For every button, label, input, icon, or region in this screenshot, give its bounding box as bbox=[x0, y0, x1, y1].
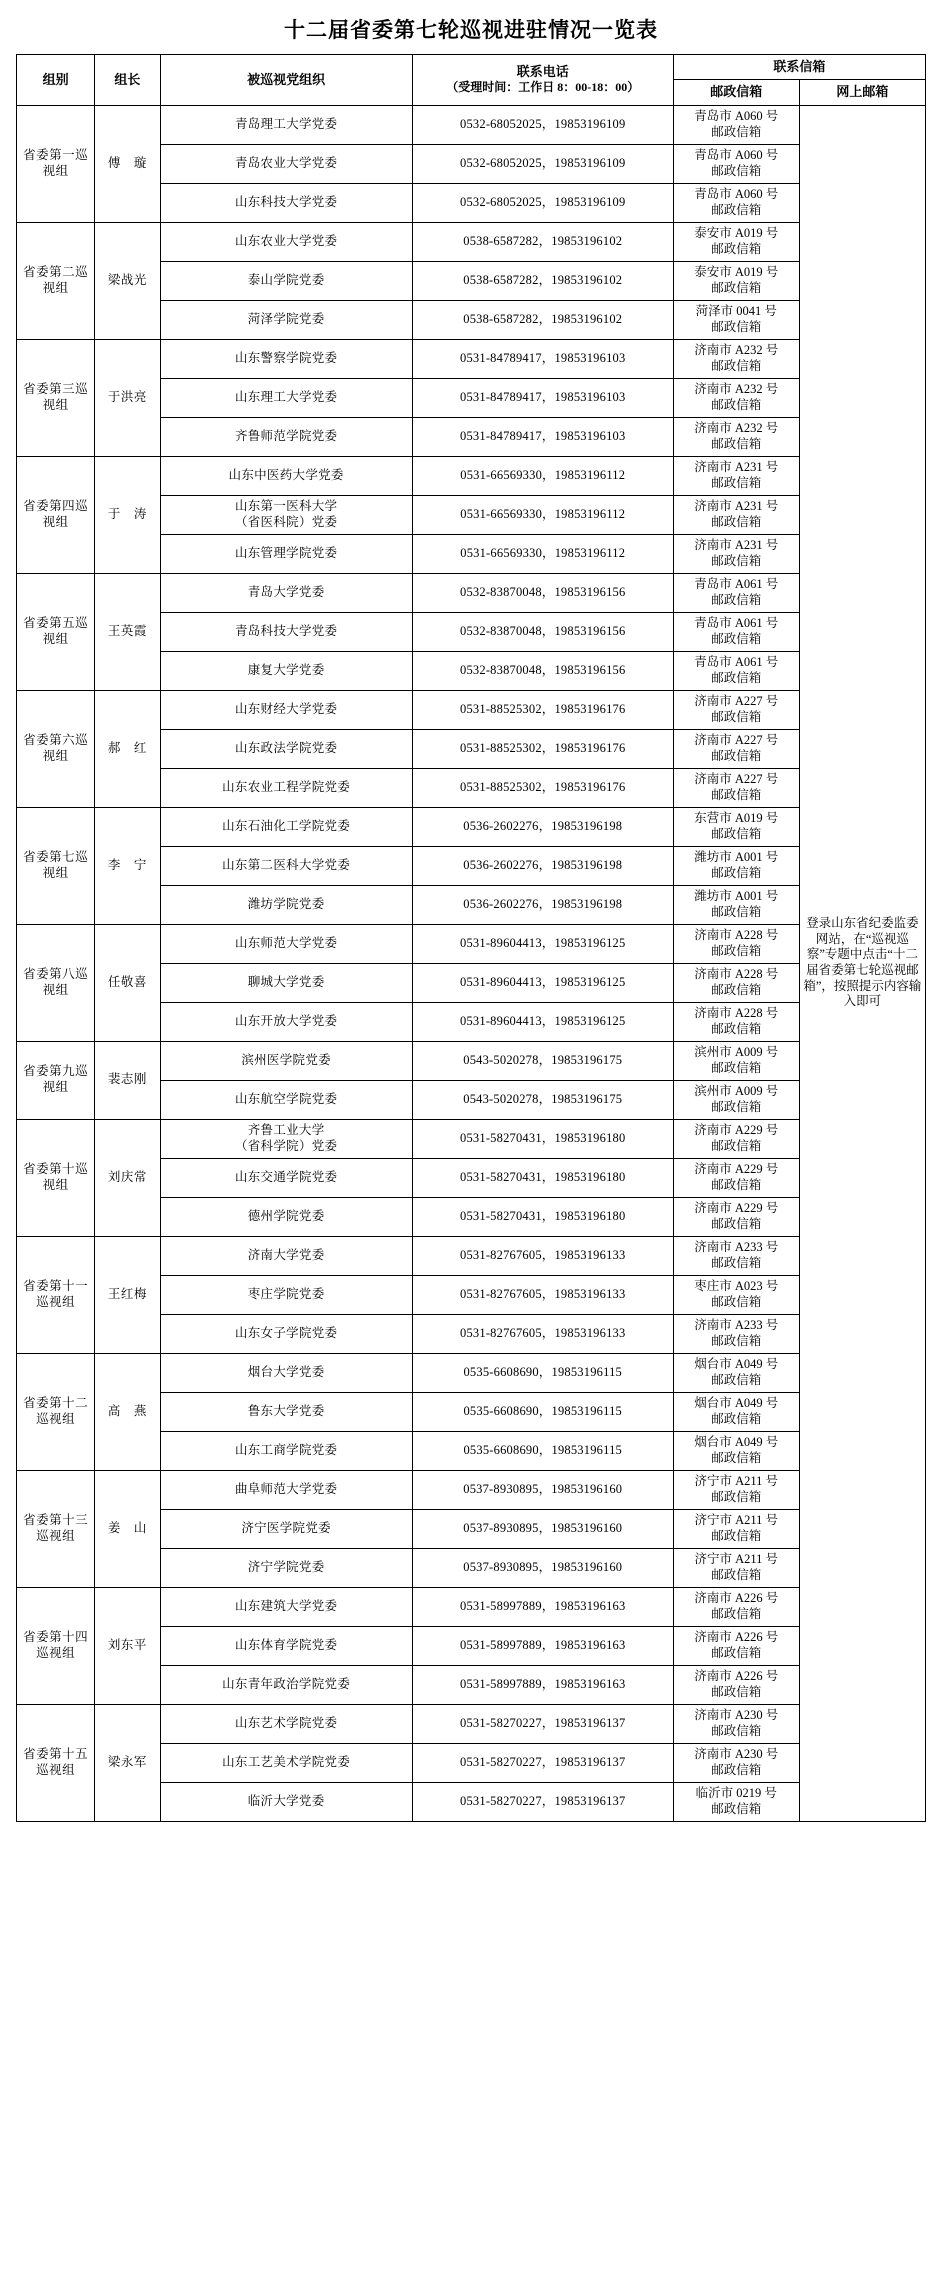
contact-phone-cell: 0532-83870048，19853196156 bbox=[412, 612, 673, 651]
organization-cell: 德州学院党委 bbox=[160, 1197, 412, 1236]
table-row bbox=[17, 456, 926, 495]
organization-cell: 山东政法学院党委 bbox=[160, 729, 412, 768]
contact-phone-cell: 0538-6587282，19853196102 bbox=[412, 222, 673, 261]
group-leader-cell: 梁战光 bbox=[95, 222, 160, 339]
postal-mailbox-cell: 烟台市 A049 号 邮政信箱 bbox=[673, 1431, 799, 1470]
postal-mailbox-cell: 济南市 A228 号 邮政信箱 bbox=[673, 963, 799, 1002]
group-leader-cell: 王英霞 bbox=[95, 573, 160, 690]
table-row bbox=[17, 339, 926, 378]
column-header-group: 组别 bbox=[17, 55, 95, 106]
organization-cell: 山东工商学院党委 bbox=[160, 1431, 412, 1470]
group-name-cell: 省委第十五巡视组 bbox=[17, 1704, 95, 1821]
group-name-cell: 省委第五巡视组 bbox=[17, 573, 95, 690]
organization-cell: 青岛大学党委 bbox=[160, 573, 412, 612]
group-leader-cell: 任敬喜 bbox=[95, 924, 160, 1041]
organization-cell: 泰山学院党委 bbox=[160, 261, 412, 300]
organization-cell: 齐鲁师范学院党委 bbox=[160, 417, 412, 456]
contact-phone-cell: 0531-58997889，19853196163 bbox=[412, 1626, 673, 1665]
postal-mailbox-cell: 济南市 A231 号 邮政信箱 bbox=[673, 534, 799, 573]
organization-cell: 青岛农业大学党委 bbox=[160, 144, 412, 183]
contact-phone-cell: 0531-58270431，19853196180 bbox=[412, 1197, 673, 1236]
table-body bbox=[17, 105, 926, 1821]
organization-cell: 青岛理工大学党委 bbox=[160, 105, 412, 144]
postal-mailbox-cell: 济南市 A229 号 邮政信箱 bbox=[673, 1119, 799, 1158]
postal-mailbox-cell: 济南市 A229 号 邮政信箱 bbox=[673, 1158, 799, 1197]
table-header-row bbox=[17, 55, 926, 80]
contact-phone-cell: 0532-83870048，19853196156 bbox=[412, 573, 673, 612]
postal-mailbox-cell: 济南市 A228 号 邮政信箱 bbox=[673, 924, 799, 963]
contact-phone-cell: 0535-6608690，19853196115 bbox=[412, 1392, 673, 1431]
contact-phone-cell: 0543-5020278，19853196175 bbox=[412, 1041, 673, 1080]
organization-cell: 济宁学院党委 bbox=[160, 1548, 412, 1587]
page-title: 十二届省委第七轮巡视进驻情况一览表 bbox=[284, 18, 658, 42]
contact-phone-cell: 0531-58997889，19853196163 bbox=[412, 1665, 673, 1704]
contact-phone-cell: 0531-82767605，19853196133 bbox=[412, 1236, 673, 1275]
contact-phone-cell: 0531-58270227，19853196137 bbox=[412, 1782, 673, 1821]
organization-cell: 曲阜师范大学党委 bbox=[160, 1470, 412, 1509]
table-row bbox=[17, 1119, 926, 1158]
postal-mailbox-cell: 济南市 A233 号 邮政信箱 bbox=[673, 1236, 799, 1275]
table-row bbox=[17, 105, 926, 144]
table-row bbox=[17, 1587, 926, 1626]
postal-mailbox-cell: 济南市 A227 号 邮政信箱 bbox=[673, 729, 799, 768]
organization-cell: 山东财经大学党委 bbox=[160, 690, 412, 729]
contact-phone-cell: 0536-2602276，19853196198 bbox=[412, 885, 673, 924]
postal-mailbox-cell: 济南市 A230 号 邮政信箱 bbox=[673, 1743, 799, 1782]
organization-cell: 滨州医学院党委 bbox=[160, 1041, 412, 1080]
column-header-mail: 联系信箱 bbox=[673, 55, 925, 80]
column-header-phone-label: 联系电话 bbox=[516, 64, 569, 80]
organization-cell: 山东交通学院党委 bbox=[160, 1158, 412, 1197]
organization-cell: 青岛科技大学党委 bbox=[160, 612, 412, 651]
table-row bbox=[17, 1704, 926, 1743]
contact-phone-cell: 0531-89604413，19853196125 bbox=[412, 963, 673, 1002]
contact-phone-cell: 0531-84789417，19853196103 bbox=[412, 339, 673, 378]
column-header-phone bbox=[412, 55, 673, 106]
table-row bbox=[17, 1041, 926, 1080]
group-name-cell: 省委第七巡视组 bbox=[17, 807, 95, 924]
postal-mailbox-cell: 东营市 A019 号 邮政信箱 bbox=[673, 807, 799, 846]
organization-cell: 山东航空学院党委 bbox=[160, 1080, 412, 1119]
organization-cell: 聊城大学党委 bbox=[160, 963, 412, 1002]
postal-mailbox-cell: 济南市 A231 号 邮政信箱 bbox=[673, 456, 799, 495]
postal-mailbox-cell: 济宁市 A211 号 邮政信箱 bbox=[673, 1548, 799, 1587]
postal-mailbox-cell: 青岛市 A061 号 邮政信箱 bbox=[673, 612, 799, 651]
organization-cell: 济宁医学院党委 bbox=[160, 1509, 412, 1548]
postal-mailbox-cell: 临沂市 0219 号 邮政信箱 bbox=[673, 1782, 799, 1821]
postal-mailbox-cell: 济南市 A226 号 邮政信箱 bbox=[673, 1587, 799, 1626]
postal-mailbox-cell: 济南市 A232 号 邮政信箱 bbox=[673, 417, 799, 456]
web-mailbox-note-cell: 登录山东省纪委监委网站，在“巡视巡察”专题中点击“十二届省委第七轮巡视邮箱”，按照提示内容输入即可 bbox=[799, 105, 925, 1821]
group-name-cell: 省委第十四巡视组 bbox=[17, 1587, 95, 1704]
group-leader-cell: 姜 山 bbox=[95, 1470, 160, 1587]
column-header-leader: 组长 bbox=[95, 55, 160, 106]
table-row bbox=[17, 1236, 926, 1275]
postal-mailbox-cell: 青岛市 A061 号 邮政信箱 bbox=[673, 573, 799, 612]
postal-mailbox-cell: 泰安市 A019 号 邮政信箱 bbox=[673, 261, 799, 300]
organization-cell: 山东体育学院党委 bbox=[160, 1626, 412, 1665]
postal-mailbox-cell: 济南市 A227 号 邮政信箱 bbox=[673, 768, 799, 807]
group-name-cell: 省委第二巡视组 bbox=[17, 222, 95, 339]
organization-cell: 济南大学党委 bbox=[160, 1236, 412, 1275]
postal-mailbox-cell: 济南市 A230 号 邮政信箱 bbox=[673, 1704, 799, 1743]
group-leader-cell: 于 涛 bbox=[95, 456, 160, 573]
organization-cell: 山东女子学院党委 bbox=[160, 1314, 412, 1353]
contact-phone-cell: 0531-58270227，19853196137 bbox=[412, 1743, 673, 1782]
group-leader-cell: 于洪亮 bbox=[95, 339, 160, 456]
contact-phone-cell: 0532-68052025，19853196109 bbox=[412, 144, 673, 183]
postal-mailbox-cell: 烟台市 A049 号 邮政信箱 bbox=[673, 1392, 799, 1431]
inspection-table bbox=[16, 54, 926, 1822]
postal-mailbox-cell: 济宁市 A211 号 邮政信箱 bbox=[673, 1470, 799, 1509]
postal-mailbox-cell: 济南市 A233 号 邮政信箱 bbox=[673, 1314, 799, 1353]
organization-cell: 山东师范大学党委 bbox=[160, 924, 412, 963]
contact-phone-cell: 0535-6608690，19853196115 bbox=[412, 1431, 673, 1470]
group-leader-cell: 梁永军 bbox=[95, 1704, 160, 1821]
organization-cell: 菏泽学院党委 bbox=[160, 300, 412, 339]
table-row bbox=[17, 807, 926, 846]
contact-phone-cell: 0531-66569330，19853196112 bbox=[412, 456, 673, 495]
organization-cell: 潍坊学院党委 bbox=[160, 885, 412, 924]
organization-cell: 山东第一医科大学 （省医科院）党委 bbox=[160, 495, 412, 534]
contact-phone-cell: 0532-68052025，19853196109 bbox=[412, 105, 673, 144]
table-header bbox=[17, 55, 926, 106]
column-header-web-mailbox: 网上邮箱 bbox=[799, 80, 925, 105]
organization-cell: 烟台大学党委 bbox=[160, 1353, 412, 1392]
postal-mailbox-cell: 济南市 A226 号 邮政信箱 bbox=[673, 1665, 799, 1704]
group-leader-cell: 傅 璇 bbox=[95, 105, 160, 222]
contact-phone-cell: 0531-58270227，19853196137 bbox=[412, 1704, 673, 1743]
organization-cell: 山东农业工程学院党委 bbox=[160, 768, 412, 807]
contact-phone-cell: 0531-58997889，19853196163 bbox=[412, 1587, 673, 1626]
group-leader-cell: 高 燕 bbox=[95, 1353, 160, 1470]
postal-mailbox-cell: 潍坊市 A001 号 邮政信箱 bbox=[673, 846, 799, 885]
postal-mailbox-cell: 济南市 A232 号 邮政信箱 bbox=[673, 339, 799, 378]
postal-mailbox-cell: 济南市 A231 号 邮政信箱 bbox=[673, 495, 799, 534]
table-row bbox=[17, 222, 926, 261]
organization-cell: 山东石油化工学院党委 bbox=[160, 807, 412, 846]
postal-mailbox-cell: 青岛市 A060 号 邮政信箱 bbox=[673, 144, 799, 183]
contact-phone-cell: 0535-6608690，19853196115 bbox=[412, 1353, 673, 1392]
organization-cell: 山东理工大学党委 bbox=[160, 378, 412, 417]
column-header-organization: 被巡视党组织 bbox=[160, 55, 412, 106]
postal-mailbox-cell: 济宁市 A211 号 邮政信箱 bbox=[673, 1509, 799, 1548]
contact-phone-cell: 0531-88525302，19853196176 bbox=[412, 729, 673, 768]
group-name-cell: 省委第十三巡视组 bbox=[17, 1470, 95, 1587]
group-name-cell: 省委第六巡视组 bbox=[17, 690, 95, 807]
postal-mailbox-cell: 济南市 A228 号 邮政信箱 bbox=[673, 1002, 799, 1041]
group-leader-cell: 刘东平 bbox=[95, 1587, 160, 1704]
group-name-cell: 省委第四巡视组 bbox=[17, 456, 95, 573]
contact-phone-cell: 0531-82767605，19853196133 bbox=[412, 1275, 673, 1314]
postal-mailbox-cell: 潍坊市 A001 号 邮政信箱 bbox=[673, 885, 799, 924]
organization-cell: 山东警察学院党委 bbox=[160, 339, 412, 378]
organization-cell: 山东科技大学党委 bbox=[160, 183, 412, 222]
contact-phone-cell: 0531-89604413，19853196125 bbox=[412, 924, 673, 963]
contact-phone-cell: 0531-66569330，19853196112 bbox=[412, 495, 673, 534]
postal-mailbox-cell: 滨州市 A009 号 邮政信箱 bbox=[673, 1041, 799, 1080]
contact-phone-cell: 0537-8930895，19853196160 bbox=[412, 1548, 673, 1587]
organization-cell: 山东管理学院党委 bbox=[160, 534, 412, 573]
contact-phone-cell: 0536-2602276，19853196198 bbox=[412, 807, 673, 846]
group-name-cell: 省委第十一巡视组 bbox=[17, 1236, 95, 1353]
group-leader-cell: 王红梅 bbox=[95, 1236, 160, 1353]
postal-mailbox-cell: 烟台市 A049 号 邮政信箱 bbox=[673, 1353, 799, 1392]
postal-mailbox-cell: 滨州市 A009 号 邮政信箱 bbox=[673, 1080, 799, 1119]
postal-mailbox-cell: 青岛市 A060 号 邮政信箱 bbox=[673, 183, 799, 222]
contact-phone-cell: 0532-83870048，19853196156 bbox=[412, 651, 673, 690]
postal-mailbox-cell: 青岛市 A060 号 邮政信箱 bbox=[673, 105, 799, 144]
group-name-cell: 省委第三巡视组 bbox=[17, 339, 95, 456]
organization-cell: 枣庄学院党委 bbox=[160, 1275, 412, 1314]
group-leader-cell: 李 宁 bbox=[95, 807, 160, 924]
organization-cell: 山东艺术学院党委 bbox=[160, 1704, 412, 1743]
column-header-phone-hours: （受理时间：工作日 8：00-18：00） bbox=[446, 80, 640, 95]
organization-cell: 临沂大学党委 bbox=[160, 1782, 412, 1821]
organization-cell: 康复大学党委 bbox=[160, 651, 412, 690]
organization-cell: 山东青年政治学院党委 bbox=[160, 1665, 412, 1704]
organization-cell: 山东中医药大学党委 bbox=[160, 456, 412, 495]
postal-mailbox-cell: 济南市 A229 号 邮政信箱 bbox=[673, 1197, 799, 1236]
organization-cell: 齐鲁工业大学 （省科学院）党委 bbox=[160, 1119, 412, 1158]
group-name-cell: 省委第十巡视组 bbox=[17, 1119, 95, 1236]
contact-phone-cell: 0543-5020278，19853196175 bbox=[412, 1080, 673, 1119]
group-name-cell: 省委第九巡视组 bbox=[17, 1041, 95, 1119]
contact-phone-cell: 0537-8930895，19853196160 bbox=[412, 1509, 673, 1548]
contact-phone-cell: 0532-68052025，19853196109 bbox=[412, 183, 673, 222]
table-row bbox=[17, 690, 926, 729]
postal-mailbox-cell: 菏泽市 0041 号 邮政信箱 bbox=[673, 300, 799, 339]
contact-phone-cell: 0531-82767605，19853196133 bbox=[412, 1314, 673, 1353]
column-header-postal-mailbox: 邮政信箱 bbox=[673, 80, 799, 105]
contact-phone-cell: 0536-2602276，19853196198 bbox=[412, 846, 673, 885]
organization-cell: 山东第二医科大学党委 bbox=[160, 846, 412, 885]
group-leader-cell: 刘庆常 bbox=[95, 1119, 160, 1236]
contact-phone-cell: 0531-84789417，19853196103 bbox=[412, 378, 673, 417]
group-name-cell: 省委第一巡视组 bbox=[17, 105, 95, 222]
organization-cell: 山东建筑大学党委 bbox=[160, 1587, 412, 1626]
contact-phone-cell: 0538-6587282，19853196102 bbox=[412, 261, 673, 300]
table-row bbox=[17, 924, 926, 963]
organization-cell: 鲁东大学党委 bbox=[160, 1392, 412, 1431]
table-row bbox=[17, 573, 926, 612]
contact-phone-cell: 0531-58270431，19853196180 bbox=[412, 1119, 673, 1158]
organization-cell: 山东农业大学党委 bbox=[160, 222, 412, 261]
table-row bbox=[17, 1353, 926, 1392]
contact-phone-cell: 0531-88525302，19853196176 bbox=[412, 690, 673, 729]
postal-mailbox-cell: 济南市 A232 号 邮政信箱 bbox=[673, 378, 799, 417]
table-row bbox=[17, 1470, 926, 1509]
organization-cell: 山东工艺美术学院党委 bbox=[160, 1743, 412, 1782]
group-leader-cell: 郝 红 bbox=[95, 690, 160, 807]
contact-phone-cell: 0531-66569330，19853196112 bbox=[412, 534, 673, 573]
postal-mailbox-cell: 泰安市 A019 号 邮政信箱 bbox=[673, 222, 799, 261]
postal-mailbox-cell: 青岛市 A061 号 邮政信箱 bbox=[673, 651, 799, 690]
postal-mailbox-cell: 济南市 A226 号 邮政信箱 bbox=[673, 1626, 799, 1665]
contact-phone-cell: 0531-84789417，19853196103 bbox=[412, 417, 673, 456]
postal-mailbox-cell: 济南市 A227 号 邮政信箱 bbox=[673, 690, 799, 729]
contact-phone-cell: 0531-58270431，19853196180 bbox=[412, 1158, 673, 1197]
group-name-cell: 省委第十二巡视组 bbox=[17, 1353, 95, 1470]
contact-phone-cell: 0531-89604413，19853196125 bbox=[412, 1002, 673, 1041]
postal-mailbox-cell: 枣庄市 A023 号 邮政信箱 bbox=[673, 1275, 799, 1314]
group-name-cell: 省委第八巡视组 bbox=[17, 924, 95, 1041]
organization-cell: 山东开放大学党委 bbox=[160, 1002, 412, 1041]
contact-phone-cell: 0538-6587282，19853196102 bbox=[412, 300, 673, 339]
contact-phone-cell: 0531-88525302，19853196176 bbox=[412, 768, 673, 807]
group-leader-cell: 裴志刚 bbox=[95, 1041, 160, 1119]
contact-phone-cell: 0537-8930895，19853196160 bbox=[412, 1470, 673, 1509]
